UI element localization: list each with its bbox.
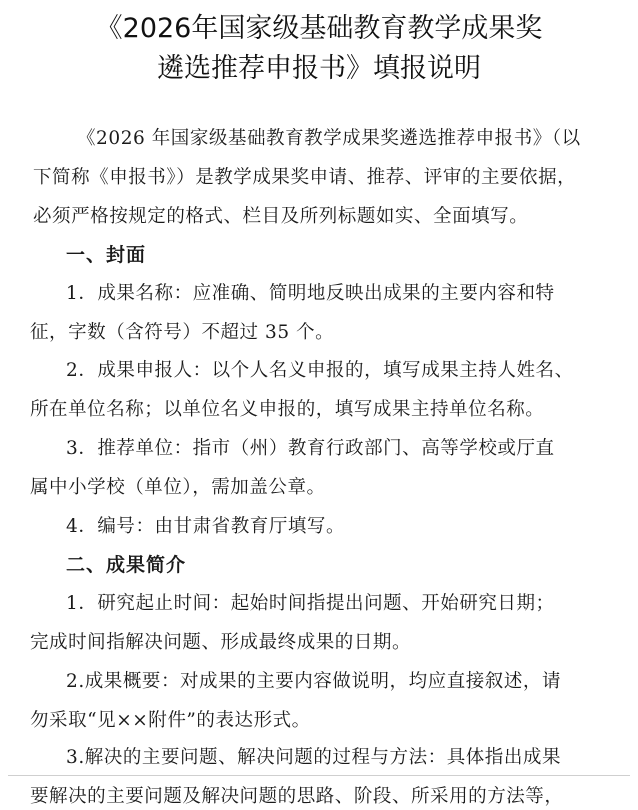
intro-line-3: 必须严格按规定的格式、栏目及所列标题如实、全面填写。: [33, 206, 529, 227]
document-title-line-1: 《2026年国家级基础教育教学成果奖: [95, 13, 543, 44]
summary-item-3-line-1: 3.解决的主要问题、解决问题的过程与方法：具体指出成果: [66, 747, 562, 768]
section-heading-summary: 二、成果简介: [66, 554, 187, 576]
section-heading-cover: 一、封面: [66, 244, 147, 266]
summary-item-2-line-2: 勿采取“见××附件”的表达形式。: [30, 710, 311, 731]
cover-item-2-line-1: 2．成果申报人：以个人名义申报的，填写成果主持人姓名、: [66, 360, 574, 381]
intro-line-1: 《2026 年国家级基础教育教学成果奖遴选推荐申报书》（以: [77, 128, 581, 149]
page-bottom-divider: [8, 775, 630, 776]
cover-item-3-line-1: 3．推荐单位：指市（州）教育行政部门、高等学校或厅直: [66, 438, 555, 459]
document-title-line-2: 遴选推荐申报书》填报说明: [157, 53, 481, 84]
cover-item-1-line-1: 1．成果名称：应准确、简明地反映出成果的主要内容和特: [66, 283, 555, 304]
summary-item-3-line-2: 要解决的主要问题及解决问题的思路、阶段、所采用的方法等，: [30, 786, 564, 807]
cover-item-1-line-2: 征，字数（含符号）不超过 35 个。: [30, 322, 335, 343]
summary-item-1-line-1: 1．研究起止时间：起始时间指提出问题、开始研究日期；: [66, 593, 555, 614]
summary-item-2-line-1: 2.成果概要：对成果的主要内容做说明，均应直接叙述，请: [66, 671, 562, 692]
cover-item-3-line-2: 属中小学校（单位），需加盖公章。: [30, 477, 326, 498]
intro-line-2: 下简称《申报书》）是教学成果奖申请、推荐、评审的主要依据，: [33, 167, 577, 188]
summary-item-1-line-2: 完成时间指解决问题、形成最终成果的日期。: [30, 632, 412, 653]
cover-item-2-line-2: 所在单位名称；以单位名义申报的，填写成果主持单位名称。: [30, 399, 545, 420]
cover-item-4-line-1: 4．编号：由甘肃省教育厅填写。: [66, 516, 346, 537]
